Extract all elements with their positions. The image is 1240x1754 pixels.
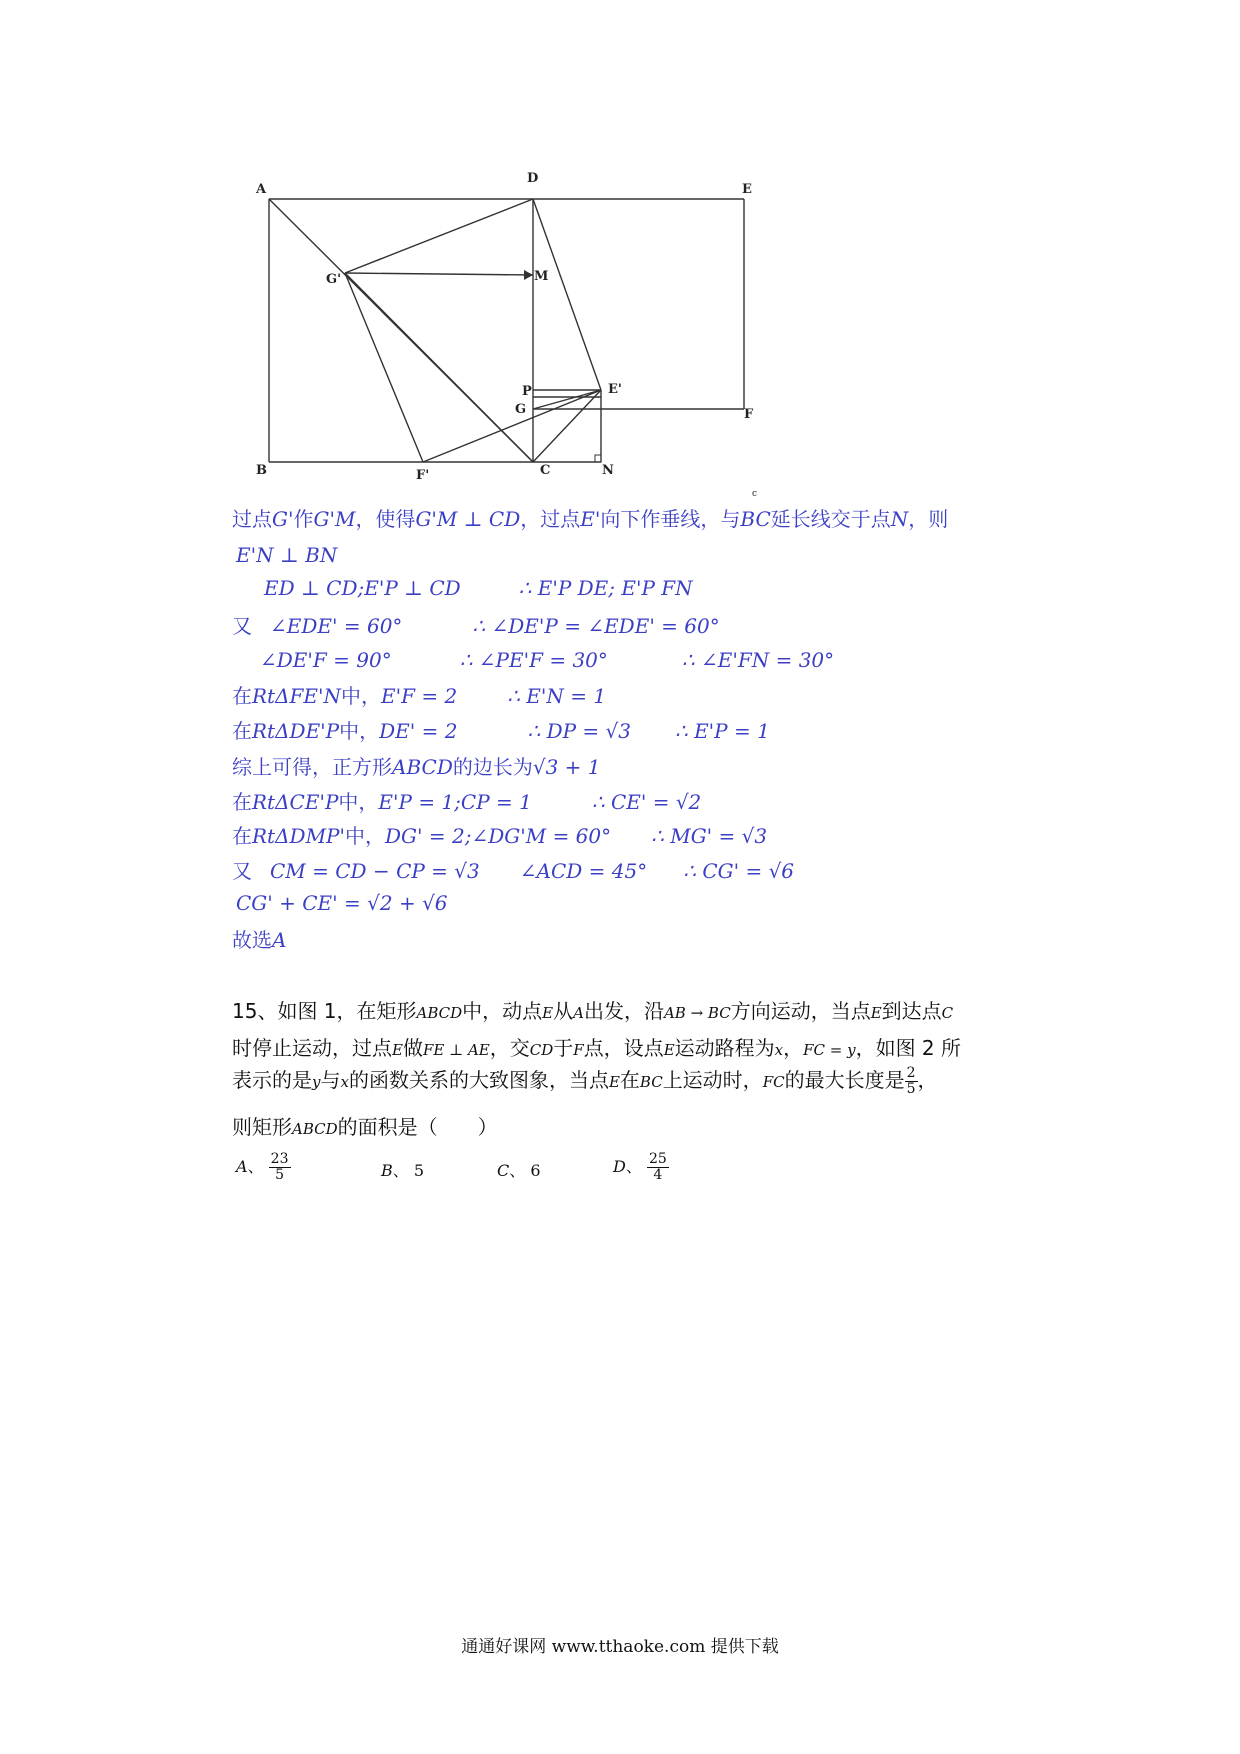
math: CG' + CE' = √2 + √6 (236, 891, 448, 915)
solution-line-5 (260, 648, 834, 672)
text: 则矩形 (232, 1115, 292, 1139)
separator: 、 (247, 1157, 264, 1176)
text: 中，动点 (462, 999, 543, 1023)
separator: 、 (625, 1157, 642, 1176)
solution-line-7 (232, 715, 770, 744)
text: 过点 (232, 507, 272, 531)
text: 又 (232, 859, 252, 883)
segment-GE1 (533, 390, 601, 409)
math: E (870, 1004, 882, 1022)
math: ∴ CE' = √2 (591, 790, 702, 814)
math: ABCD (392, 755, 453, 779)
text: 中， (339, 719, 380, 743)
math: RtΔDMP' (252, 824, 346, 848)
option-a[interactable] (236, 1152, 291, 1183)
math: CD (529, 1041, 554, 1059)
math: BC (740, 507, 771, 531)
solution-line-6 (232, 680, 606, 709)
text: 的边长为 (452, 755, 533, 779)
separator: 、 (509, 1161, 526, 1180)
math: RtΔFE'N (252, 684, 342, 708)
solution-line-4 (232, 610, 720, 639)
fraction-denominator: 5 (906, 1081, 916, 1097)
math: ∴ ∠E'FN = 30° (681, 648, 835, 672)
text: 点，设点 (583, 1036, 664, 1060)
solution-line-12 (236, 891, 448, 915)
text: ，过点 (520, 507, 581, 531)
point-label-F-prime: F' (416, 468, 430, 483)
text: 的函数关系的大致图象，当点 (348, 1068, 609, 1092)
option-value: 5 (413, 1161, 425, 1180)
math: ∴ ∠PE'F = 30° (459, 648, 608, 672)
text: 方向运动，当点 (730, 999, 871, 1023)
text: 于 (553, 1036, 574, 1060)
text: 中， (345, 824, 386, 848)
math: FC = y (803, 1041, 856, 1059)
fraction-numerator: 23 (270, 1151, 289, 1167)
math: BC (639, 1073, 663, 1091)
math: ∴ CG' = √6 (683, 859, 795, 883)
segment-G1M (345, 273, 533, 275)
math: G'M ⊥ CD (415, 507, 521, 531)
math: F (573, 1041, 584, 1059)
math: DG' = 2;∠DG'M = 60° (385, 824, 612, 848)
math: E' (580, 507, 601, 531)
text: 运动路程为 (674, 1036, 775, 1060)
fraction-max-length (905, 1066, 918, 1097)
text: 15、如图 1，在矩形 (232, 999, 417, 1023)
text: 综上可得，正方形 (232, 755, 392, 779)
math: A (272, 928, 287, 952)
segment-CE1 (533, 390, 601, 462)
math: ∴ E'P DE; E'P FN (518, 576, 693, 600)
segment-DG1 (345, 199, 533, 273)
text: 故选 (232, 928, 272, 952)
point-label-E-prime: E' (608, 382, 622, 397)
option-value: 6 (530, 1161, 541, 1180)
math: ∴ E'N = 1 (507, 684, 607, 708)
math: DE' = 2 (379, 719, 458, 743)
solution-line-2 (236, 543, 337, 567)
math: N (890, 507, 909, 531)
option-c[interactable] (497, 1158, 541, 1181)
math: ∠EDE' = 60° (270, 614, 403, 638)
math: RtΔDE'P (252, 719, 340, 743)
text: 与 (320, 1068, 341, 1092)
math: y (312, 1073, 321, 1091)
text: ， (783, 1036, 804, 1060)
text: 做 (402, 1036, 423, 1060)
option-label: B (381, 1161, 393, 1180)
solution-line-9 (232, 786, 701, 815)
math: ∴ E'P = 1 (675, 719, 770, 743)
solution-line-13 (232, 924, 286, 953)
text: ，交 (489, 1036, 530, 1060)
fraction-numerator: 25 (648, 1151, 667, 1167)
text: ，使得 (355, 507, 416, 531)
text: 的最大长度是 (784, 1068, 905, 1092)
text: ，如图 2 所 (855, 1036, 962, 1060)
math: E'F = 2 (381, 684, 458, 708)
option-d-fraction (647, 1152, 669, 1183)
math: FC (762, 1073, 785, 1091)
math: ∴ ∠DE'P = ∠EDE' = 60° (472, 614, 720, 638)
math: AB → BC (663, 1004, 731, 1022)
math: E'P = 1;CP = 1 (378, 790, 532, 814)
option-a-fraction (269, 1152, 291, 1183)
math: √3 + 1 (532, 755, 601, 779)
arrowhead-M (524, 270, 533, 280)
point-label-M: M (534, 269, 549, 284)
stray-mark-c: c (752, 489, 758, 499)
text: 时停止运动，过点 (232, 1036, 392, 1060)
math: C (941, 1004, 954, 1022)
math: G' (272, 507, 294, 531)
option-label: A (236, 1157, 248, 1176)
point-label-D: D (527, 171, 539, 186)
point-label-N: N (602, 463, 614, 478)
point-label-G-prime: G' (326, 272, 342, 287)
text: 表示的是 (232, 1068, 312, 1092)
page-footer: 通通好课网 www.tthaoke.com 提供下载 (461, 1637, 779, 1657)
fraction-numerator: 2 (906, 1065, 916, 1081)
text: 中， (338, 790, 379, 814)
text: 到达点 (881, 999, 942, 1023)
geometry-figure (0, 0, 1240, 500)
point-label-A: A (256, 182, 267, 197)
math: E (542, 1004, 554, 1022)
math: CM = CD − CP = √3 (270, 859, 480, 883)
point-label-P: P (522, 384, 532, 399)
point-label-C: C (540, 463, 551, 478)
math: x (340, 1073, 349, 1091)
option-b[interactable] (381, 1158, 424, 1181)
math: G'M (313, 507, 356, 531)
text: 又 (232, 614, 252, 638)
text: ，则 (908, 507, 949, 531)
problem-line-2 (232, 1032, 961, 1061)
text: 在 (232, 824, 252, 848)
text: ， (917, 1068, 938, 1092)
option-label: C (497, 1161, 510, 1180)
text: 在 (232, 719, 252, 743)
segment-G1F1 (345, 273, 423, 462)
math: FE ⊥ AE (422, 1041, 490, 1059)
separator: 、 (392, 1161, 409, 1180)
problem-line-4 (232, 1111, 498, 1140)
solution-line-1 (232, 503, 948, 532)
point-label-B: B (256, 463, 267, 478)
text: 延长线交于点 (770, 507, 891, 531)
text: 中， (341, 684, 382, 708)
math: E (608, 1073, 620, 1091)
solution-line-8 (232, 751, 601, 780)
point-label-F: F (744, 407, 754, 422)
math: ED ⊥ CD;E'P ⊥ CD (264, 576, 461, 600)
point-label-G: G (515, 402, 527, 417)
solution-line-10 (232, 820, 767, 849)
math: ABCD (416, 1004, 463, 1022)
text: 从 (553, 999, 574, 1023)
problem-line-3 (232, 1064, 938, 1097)
right-angle-mark-N (595, 455, 601, 462)
option-d[interactable] (613, 1152, 669, 1183)
text: 出发，沿 (583, 999, 664, 1023)
math: A (573, 1004, 584, 1022)
problem-line-1 (232, 995, 953, 1024)
math: ∴ DP = √3 (527, 719, 631, 743)
math: x (774, 1041, 784, 1059)
math: RtΔCE'P (252, 790, 339, 814)
fraction-denominator: 5 (275, 1167, 285, 1183)
text: 向下作垂线，与 (600, 507, 741, 531)
text: 在 (232, 684, 252, 708)
text: 上运动时， (662, 1068, 763, 1092)
math: ABCD (292, 1120, 338, 1138)
text: 在 (232, 790, 252, 814)
solution-line-3 (264, 576, 693, 600)
text: 在 (619, 1068, 640, 1092)
text: 的面积是（ ） (337, 1115, 498, 1139)
math: E (663, 1041, 675, 1059)
math: ∴ MG' = √3 (651, 824, 768, 848)
text: 作 (293, 507, 314, 531)
segment-DE1 (533, 199, 601, 390)
math: E'N ⊥ BN (236, 543, 338, 567)
fraction-denominator: 4 (653, 1167, 663, 1183)
segment-F1E1 (423, 390, 601, 462)
segment-G1C (345, 273, 533, 462)
math: ∠DE'F = 90° (260, 648, 392, 672)
point-label-E: E (742, 182, 752, 197)
math: ∠ACD = 45° (519, 859, 648, 883)
math: E (392, 1041, 403, 1059)
option-label: D (613, 1157, 626, 1176)
solution-line-11 (232, 855, 794, 884)
